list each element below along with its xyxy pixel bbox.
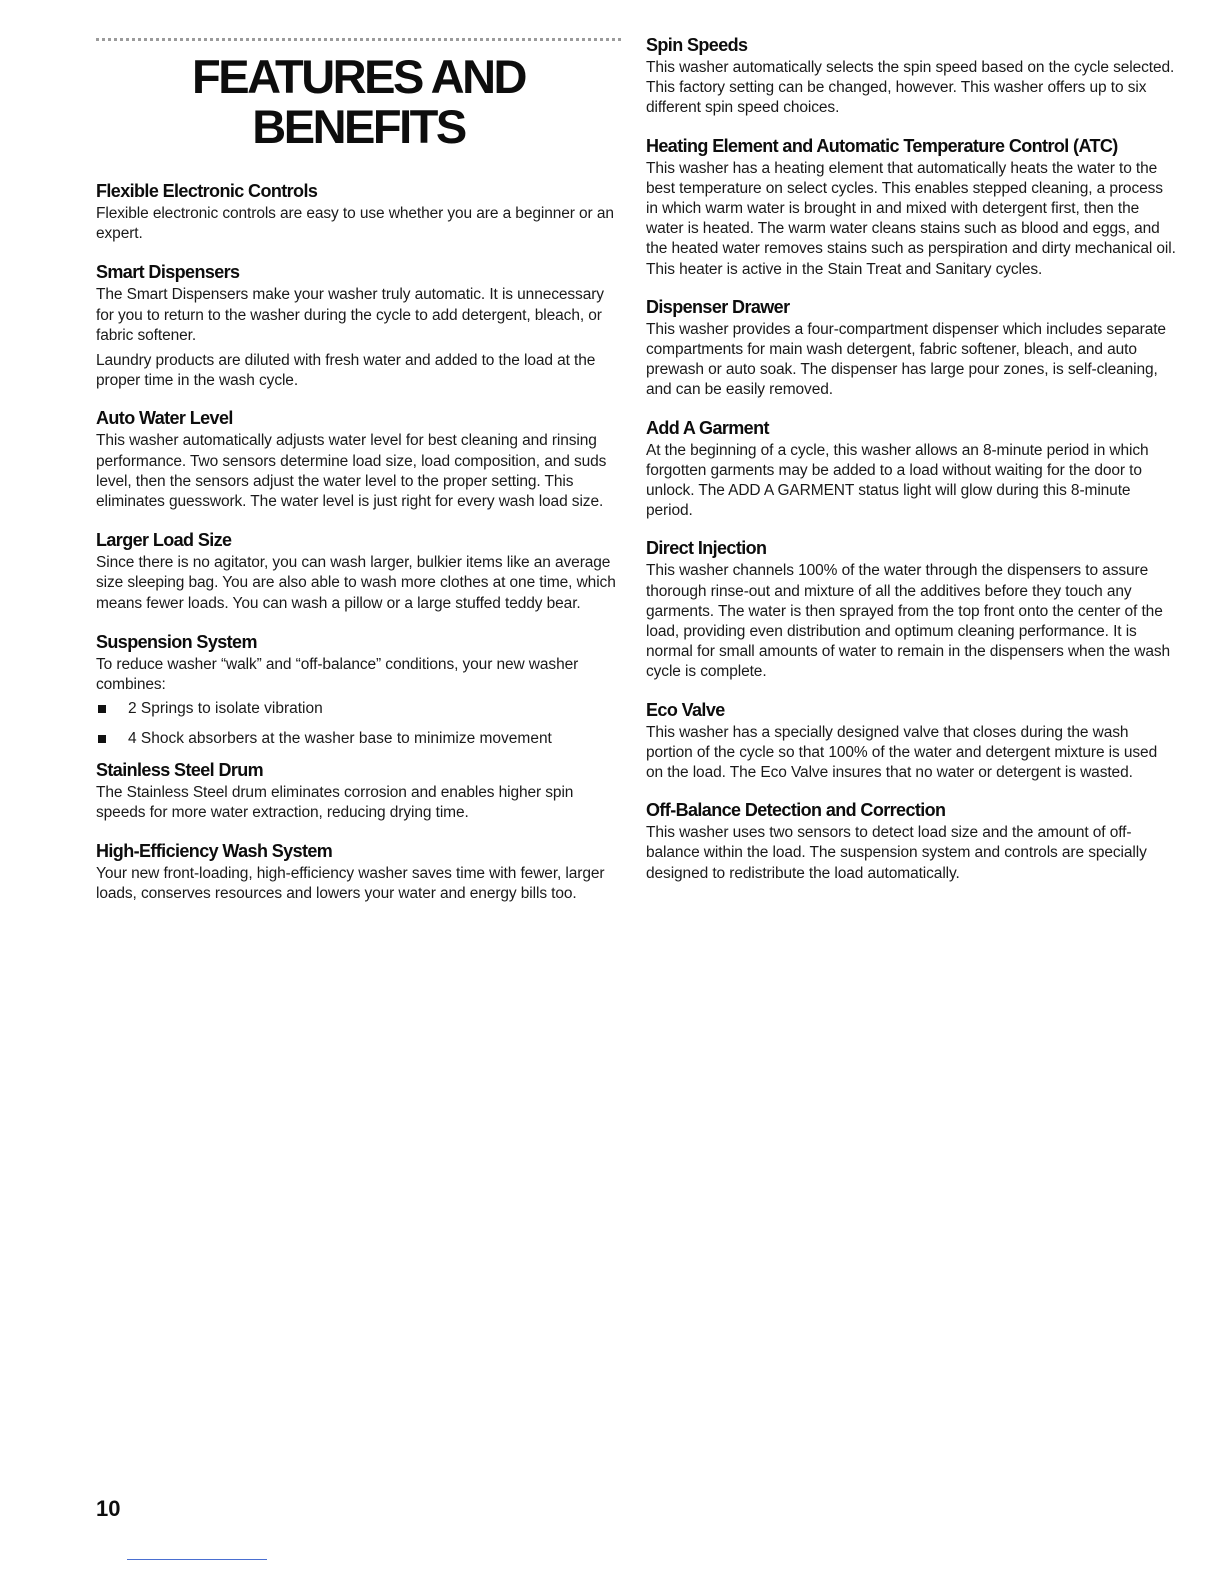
section-paragraph: This washer automatically adjusts water level for best cleaning and rinsing performance. Two sensors determine load size, load composition, and suds level, then the sensors adjust the water level to the proper setting. This eliminates guesswork. The water level is just right for every wash load size. — [96, 432, 607, 511]
section-heading: Smart Dispensers — [96, 262, 240, 283]
section-stainless-steel-drum — [96, 760, 624, 823]
section-paragraph: This washer has a heating element that automatically heats the water to the best temperature on select cycles. This enables stepped cleaning, a process in which warm water is brought in and mixed with detergent first, then the water is heated. The warm water cleans stains such as blood and eggs, and the heated water removes stains such as perspiration and dirty mechanical oil. This heater is active in the Stain Treat and Sanitary cycles. — [646, 159, 1176, 278]
footer-rule — [127, 1559, 267, 1560]
section-paragraph: The Stainless Steel drum eliminates corrosion and enables higher spin speeds for more water extraction, reducing drying time. — [96, 783, 574, 821]
section-paragraph: Flexible electronic controls are easy to use whether you are a beginner or an expert. — [96, 205, 614, 243]
section-high-efficiency-wash-system — [96, 841, 624, 904]
section-heading: Off-Balance Detection and Correction — [646, 800, 946, 821]
section-paragraph: This washer channels 100% of the water through the dispensers to assure thorough rinse-out and mixture of all the additives before they touch any garments. The water is then sprayed from the top front onto the center of the load, providing even distribution and optimum cleaning performance. It is normal for small amounts of water to remain in the dispensers when the wash cycle is complete. — [646, 562, 1171, 681]
section-off-balance-detection — [646, 800, 1176, 884]
title-line: FEATURES AND — [192, 50, 525, 103]
section-heading: Eco Valve — [646, 699, 725, 720]
section-spin-speeds — [646, 35, 1176, 119]
section-heading: Stainless Steel Drum — [96, 759, 264, 780]
section-heating-element-atc — [646, 136, 1176, 280]
section-heading: Direct Injection — [646, 538, 767, 559]
section-heading: High-Efficiency Wash System — [96, 841, 333, 862]
section-paragraph: The Smart Dispensers make your washer truly automatic. It is unnecessary for you to return to the washer during the cycle to add detergent, bleach, or fabric softener. — [96, 286, 604, 344]
section-dispenser-drawer — [646, 297, 1176, 401]
section-suspension-system — [96, 632, 624, 750]
page-title — [96, 52, 621, 152]
section-flexible-electronic-controls — [96, 181, 624, 244]
section-direct-injection — [646, 538, 1176, 682]
left-column — [96, 181, 624, 904]
page-number: 10 — [96, 1496, 121, 1521]
list-item: 4 Shock absorbers at the washer base to minimize movement — [96, 729, 624, 749]
section-heading: Add A Garment — [646, 417, 769, 438]
section-heading: Heating Element and Automatic Temperature Control (ATC) — [646, 135, 1118, 156]
section-smart-dispensers — [96, 262, 624, 391]
section-heading: Spin Speeds — [646, 35, 748, 55]
section-add-a-garment — [646, 418, 1176, 522]
section-heading: Larger Load Size — [96, 530, 232, 551]
section-paragraph: Your new front-loading, high-efficiency washer saves time with fewer, larger loads, conserves resources and lowers your water and energy bills too. — [96, 865, 605, 903]
section-paragraph: This washer provides a four-compartment dispenser which includes separate compartments for main wash detergent, fabric softener, bleach, and auto prewash or auto soak. The dispenser has large pour zones, is self-cleaning, and can be easily removed. — [646, 320, 1166, 399]
section-paragraph: To reduce washer “walk” and “off-balance” conditions, your new washer combines: — [96, 655, 579, 694]
section-heading: Suspension System — [96, 631, 257, 652]
right-column — [646, 35, 1176, 884]
section-heading: Flexible Electronic Controls — [96, 181, 318, 201]
section-paragraph: Since there is no agitator, you can wash larger, bulkier items like an average size sleeping bag. You are also able to wash more clothes at one time, which means fewer loads. You can wash a pillow or a large stuffed teddy bear. — [96, 554, 616, 612]
header-dotted-rule — [96, 38, 621, 41]
section-auto-water-level — [96, 408, 624, 512]
title-line: BENEFITS — [252, 100, 465, 153]
section-heading: Dispenser Drawer — [646, 296, 790, 317]
bullet-list — [96, 699, 624, 749]
section-eco-valve — [646, 700, 1176, 784]
section-larger-load-size — [96, 530, 624, 614]
section-paragraph: This washer automatically selects the spin speed based on the cycle selected. This factory setting can be changed, however. This washer offers up to six different spin speed choices. — [646, 59, 1175, 117]
section-heading: Auto Water Level — [96, 408, 233, 429]
section-paragraph: This washer has a specially designed valve that closes during the wash portion of the cycle so that 100% of the water and detergent mixture is used on the load. The Eco Valve insures that no water or detergent is wasted. — [646, 723, 1158, 782]
section-paragraph: Laundry products are diluted with fresh water and added to the load at the proper time in the wash cycle. — [96, 352, 596, 390]
section-paragraph: At the beginning of a cycle, this washer allows an 8-minute period in which forgotten garments may be added to a load without waiting for the door to unlock. The ADD A GARMENT status light will glow during this 8-minute period. — [646, 441, 1149, 520]
list-item: 2 Springs to isolate vibration — [96, 699, 624, 719]
section-paragraph: This washer uses two sensors to detect load size and the amount of off-balance within the load. The suspension system and controls are specially designed to redistribute the load automatically. — [646, 824, 1147, 882]
